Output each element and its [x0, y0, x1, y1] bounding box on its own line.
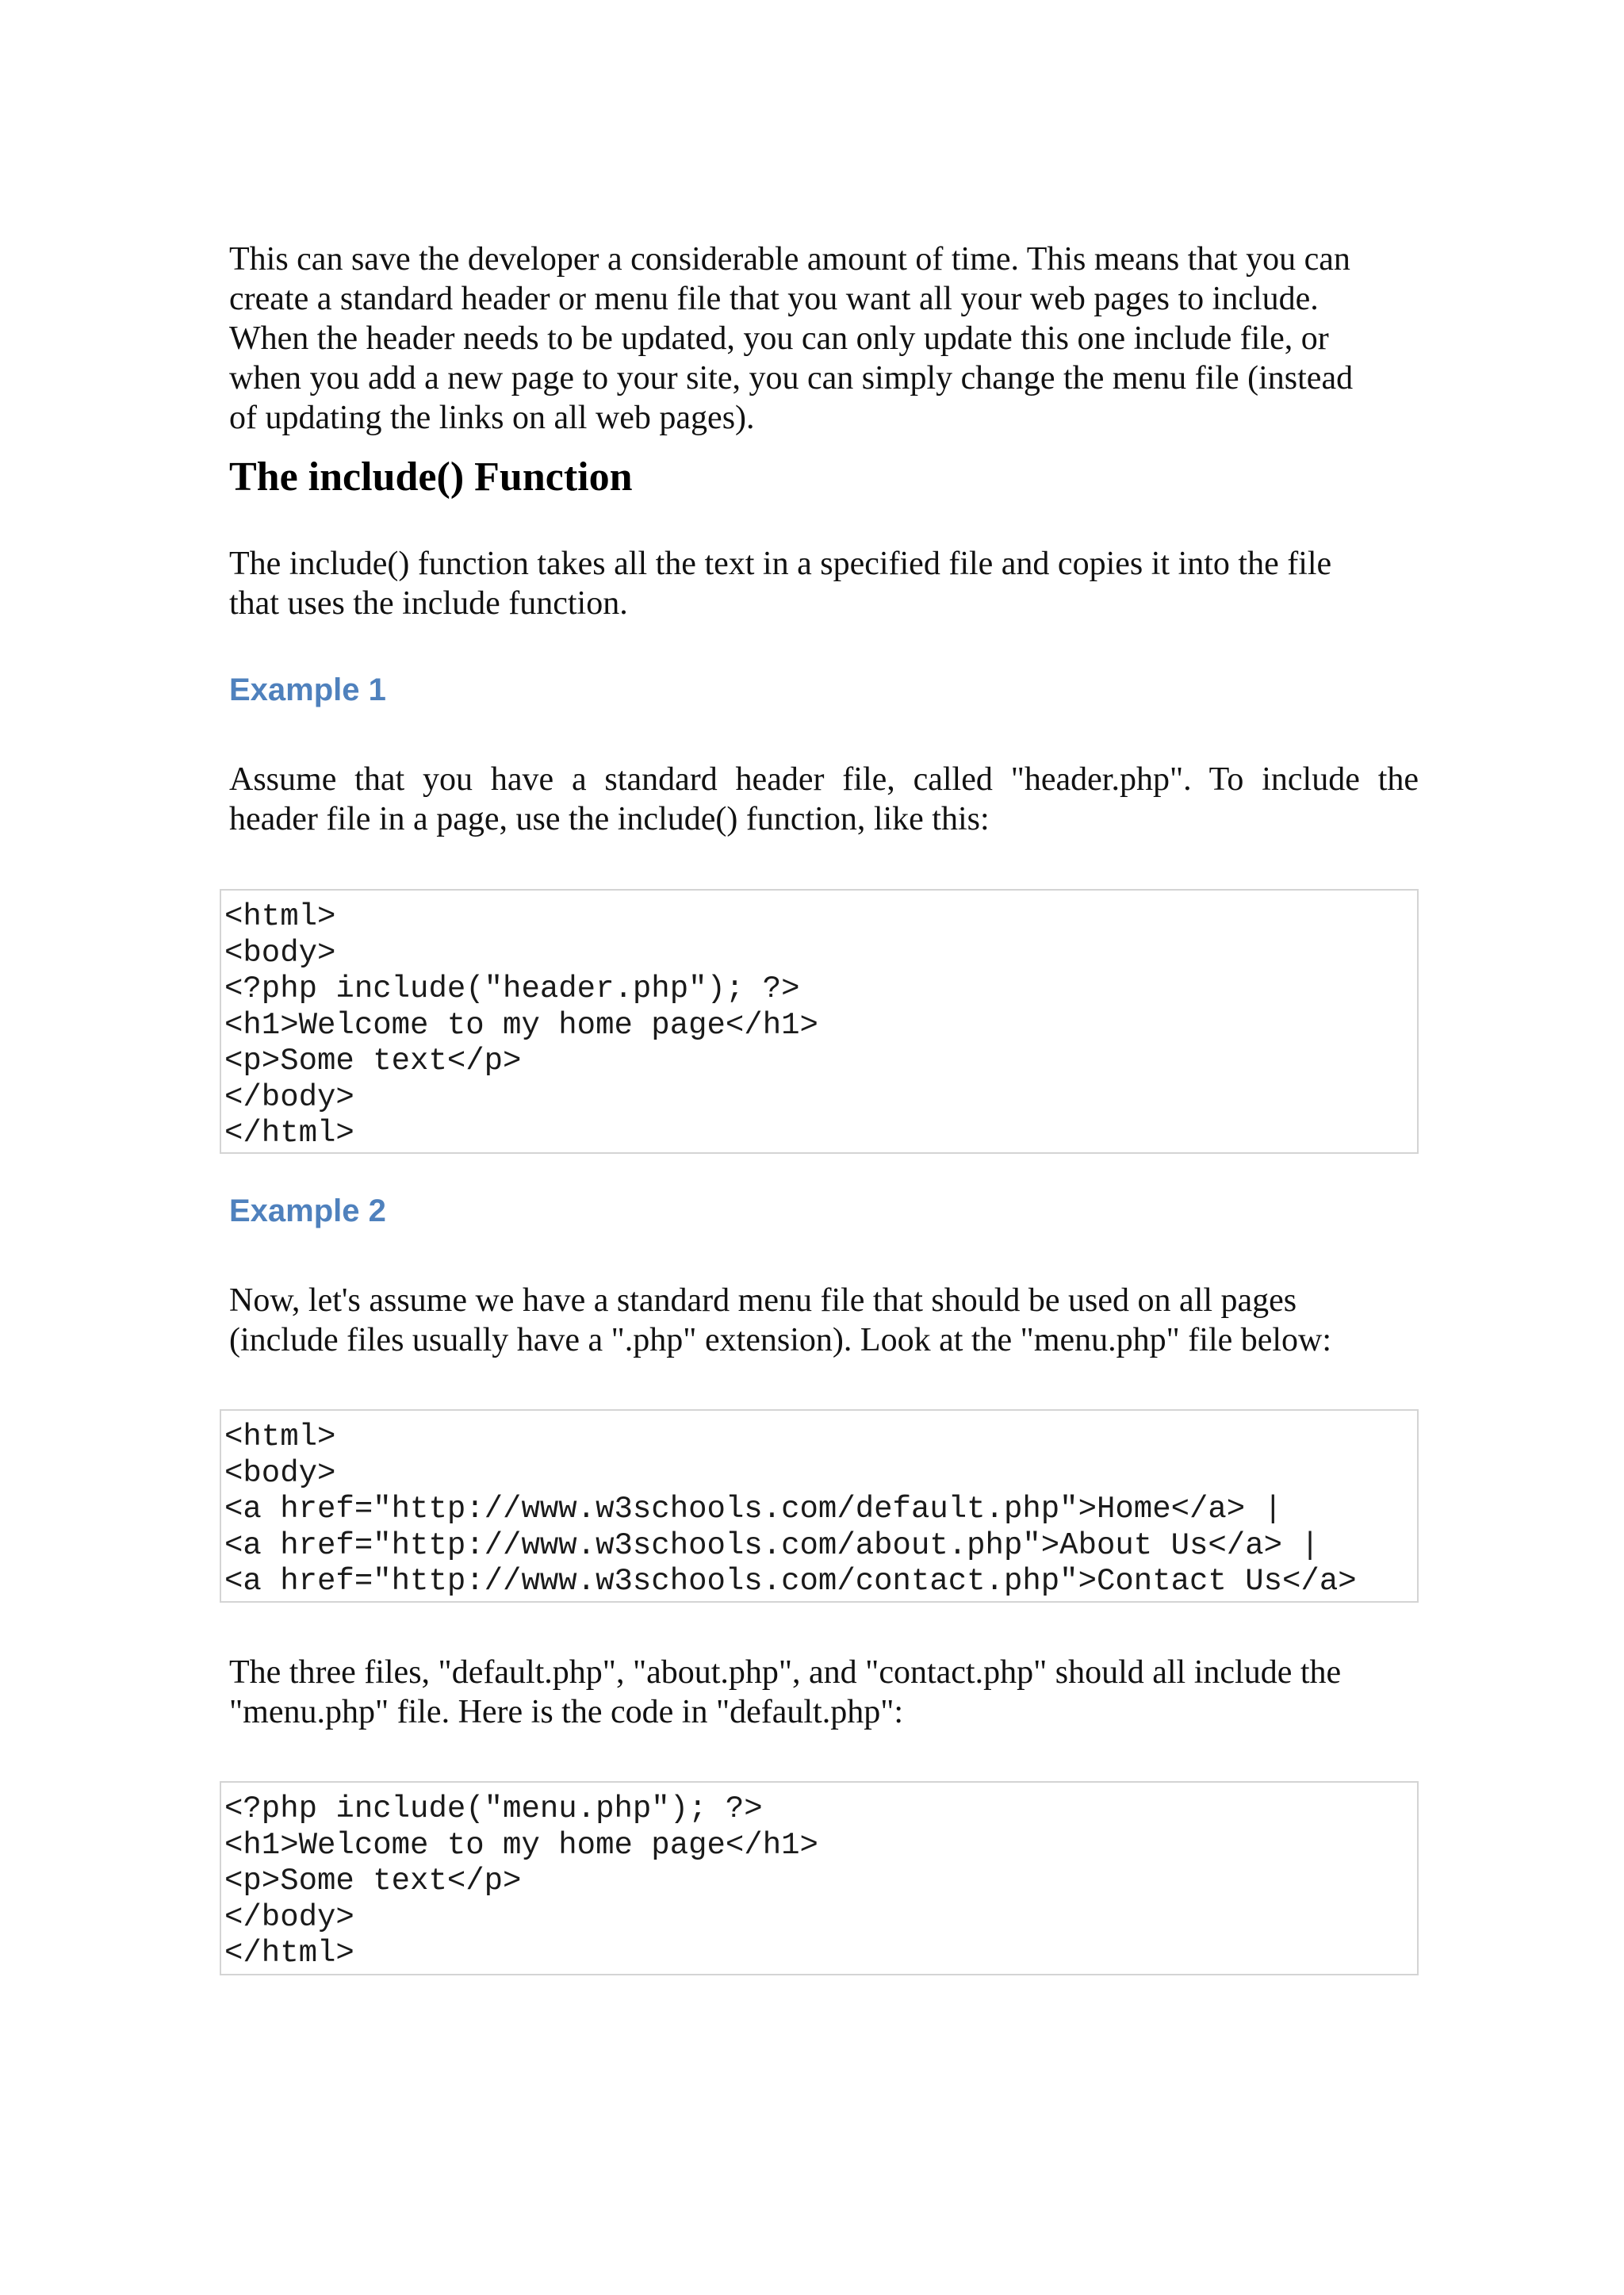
code-line: <p>Some text</p>	[224, 1864, 522, 1898]
code-line: <a href="http://www.w3schools.com/about.php">About Us</a> |	[224, 1527, 1320, 1563]
code-line: <body>	[224, 935, 336, 971]
section-heading: The include() Function	[229, 454, 633, 500]
code-line: <body>	[224, 1455, 336, 1491]
example1-line: header file in a page, use the include() function, like this:	[229, 801, 990, 837]
section-intro-paragraph	[229, 544, 1419, 623]
example2-after-paragraph	[229, 1653, 1419, 1732]
menu-php-code-block	[220, 1409, 1419, 1603]
example1-heading: Example 1	[229, 672, 386, 707]
code-line: <?php include("menu.php"); ?>	[224, 1791, 763, 1826]
code-line: <html>	[224, 1420, 336, 1454]
intro-line: when you add a new page to your site, you can simply change the menu file (instead	[229, 360, 1354, 397]
code-line: </html>	[224, 1116, 354, 1151]
code-line: <html>	[224, 899, 336, 934]
code-line: <h1>Welcome to my home page</h1>	[224, 1827, 818, 1863]
intro-line: create a standard header or menu file that you want all your web pages to include.	[229, 281, 1319, 317]
example1-code-block	[220, 889, 1419, 1154]
example2-paragraph	[229, 1281, 1419, 1360]
code-line: <a href="http://www.w3schools.com/contact.php">Contact Us</a>	[224, 1564, 1357, 1599]
example2-after-line: "menu.php" file. Here is the code in "default.php":	[229, 1694, 904, 1730]
code-line: <?php include("header.php"); ?>	[224, 971, 800, 1006]
intro-line: This can save the developer a considerable amount of time. This means that you can	[229, 241, 1350, 278]
code-line: <h1>Welcome to my home page</h1>	[224, 1007, 818, 1043]
section-intro-line: that uses the include function.	[229, 585, 628, 622]
intro-line: When the header needs to be updated, you can only update this one include file, or	[229, 320, 1329, 357]
example1-paragraph	[229, 760, 1419, 839]
intro-paragraph	[229, 239, 1419, 438]
example1-line: Assume that you have a standard header file, called "header.php". To include the	[229, 761, 1419, 798]
default-php-code-block	[220, 1781, 1419, 1975]
code-line: <p>Some text</p>	[224, 1044, 522, 1079]
code-line: <a href="http://www.w3schools.com/default.php">Home</a> |	[224, 1492, 1283, 1527]
example2-line: Now, let's assume we have a standard menu file that should be used on all pages	[229, 1282, 1297, 1319]
example2-after-line: The three files, "default.php", "about.php", and "contact.php" should all include the	[229, 1654, 1342, 1691]
example2-line: (include files usually have a ".php" extension). Look at the "menu.php" file below:	[229, 1322, 1332, 1358]
section-intro-line: The include() function takes all the text in a specified file and copies it into the file	[229, 546, 1332, 582]
code-line: </body>	[224, 1079, 354, 1115]
intro-line: of updating the links on all web pages).	[229, 400, 755, 436]
code-line: </html>	[224, 1936, 354, 1971]
code-line: </body>	[224, 1899, 354, 1935]
example2-heading: Example 2	[229, 1193, 386, 1228]
